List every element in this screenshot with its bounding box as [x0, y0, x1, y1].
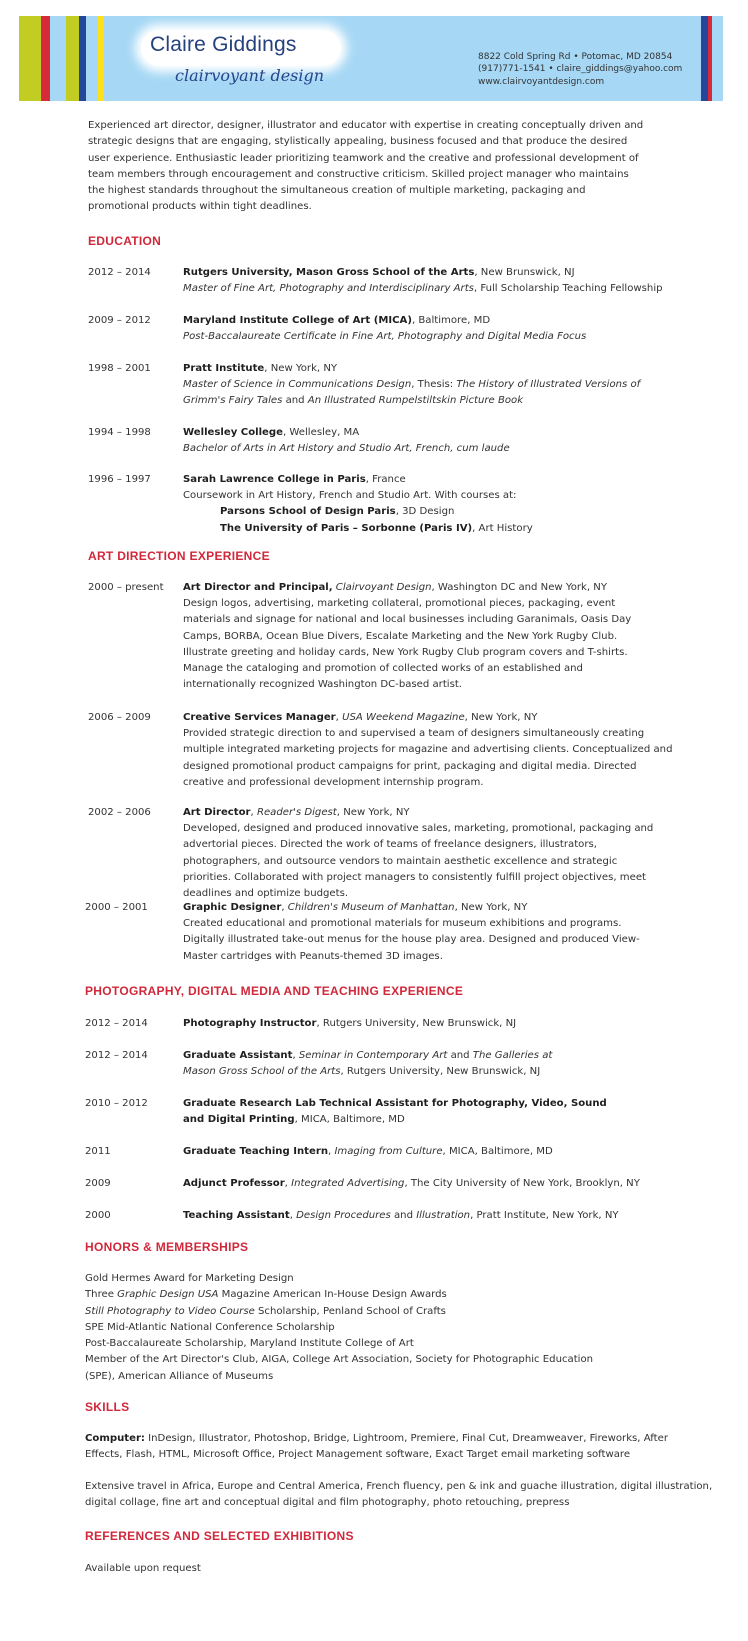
stripe-navy-2	[701, 16, 708, 101]
section-heading-honors: HONORS & MEMBERSHIPS	[85, 1240, 249, 1254]
school-location: , New York, NY	[264, 363, 338, 374]
honors-list	[85, 1271, 705, 1385]
honor-text: Magazine American In-House Design Awards	[218, 1289, 447, 1301]
employer: USA Weekend Magazine	[342, 712, 465, 723]
school-name: Maryland Institute College of Art (MICA)	[183, 315, 412, 326]
sub-school-course: , Art History	[472, 522, 533, 534]
job-location: , New York, NY	[336, 807, 410, 818]
honor-text: Three	[85, 1289, 118, 1301]
conjunction: and	[447, 1050, 473, 1061]
course-name: Illustration	[416, 1210, 471, 1221]
degree: Bachelor of Arts in Art History and Studio Art, French, cum laude	[183, 443, 510, 455]
computer-skills	[85, 1431, 700, 1464]
section-heading-teaching: PHOTOGRAPHY, DIGITAL MEDIA AND TEACHING EXPERIENCE	[85, 984, 464, 998]
date-range: 1996 – 1997	[88, 474, 151, 485]
degree: Master of Science in Communications Design	[183, 379, 412, 391]
job-location: , New York, NY	[464, 712, 538, 723]
separator: ,	[292, 1050, 299, 1061]
conjunction: and	[282, 395, 308, 407]
contact-website[interactable]: www.clairvoyantdesign.com	[478, 76, 605, 87]
stripe-red-2	[708, 16, 712, 101]
date-range: 2000	[85, 1210, 111, 1221]
job-title: Art Director	[183, 807, 251, 818]
job-title: Art Director and Principal,	[183, 582, 333, 593]
sub-school-name: The University of Paris – Sorbonne (Paris IV)	[220, 522, 473, 534]
institution: , MICA, Baltimore, MD	[442, 1146, 553, 1157]
separator: ,	[289, 1210, 297, 1221]
section-heading-skills: SKILLS	[85, 1400, 130, 1414]
stripe-navy-1	[79, 16, 86, 101]
degree: Post-Baccalaureate Certificate in Fine Art, Photography and Digital Media Focus	[183, 331, 587, 343]
school-name: Wellesley College	[183, 427, 283, 438]
course-name: Imaging from Culture	[334, 1146, 443, 1157]
separator: ,	[328, 1146, 335, 1157]
stripe-lime-1	[19, 16, 41, 101]
honor-item	[85, 1304, 705, 1320]
contact-address: 8822 Cold Spring Rd • Potomac, MD 20854	[478, 52, 673, 62]
school-location: , France	[365, 474, 406, 485]
date-range: 2012 – 2014	[85, 1050, 148, 1061]
institution: , Rutgers University, New Brunswick, NJ	[340, 1066, 541, 1078]
summary-paragraph: Experienced art director, designer, illustrator and educator with expertise in creating conceptually driven and strategic designs that are engaging, stylistically appealing, business focused and that produce the desired user experience. Enthusiastic leader prioritizing teamwork and the creative and professional development of team members through encouragement and constructive criticism. Skilled project manager who maintains the highest standards throughout the simultaneous creation of multiple marketing, packaging and promotional products within tight deadlines.	[88, 120, 644, 213]
publication-title: Graphic Design USA	[117, 1289, 219, 1301]
honor-text: Scholarship, Penland School of Crafts	[254, 1305, 446, 1317]
institution: , MICA, Baltimore, MD	[294, 1114, 405, 1126]
date-range: 1994 – 1998	[88, 427, 151, 438]
job-description: Created educational and promotional materials for museum exhibitions and programs. Digitally illustrated take-out menus for the house play area. Designed and produced View-Master cartridges with Peanuts-themed 3D images.	[183, 918, 640, 962]
job-location: , Washington DC and New York, NY	[431, 582, 608, 593]
honor-item: Member of the Art Director's Club, AIGA, College Art Association, Society for Photographic Education (SPE), American Alliance of Museums	[85, 1354, 594, 1382]
stripe-red-1	[41, 16, 50, 101]
header-banner	[19, 16, 723, 101]
course-name: Seminar in Contemporary Art	[298, 1050, 448, 1061]
date-range: 2006 – 2009	[88, 712, 151, 723]
position-title: Graduate Assistant	[183, 1050, 293, 1061]
brand-tagline: clairvoyant design	[175, 66, 325, 85]
course-name: The Galleries at Mason Gross School of the Arts	[183, 1050, 553, 1078]
school-name: Pratt Institute	[183, 363, 265, 374]
honor-item: Post-Baccalaureate Scholarship, Maryland Institute College of Art	[85, 1338, 414, 1350]
job-title: Graphic Designer	[183, 902, 282, 913]
computer-skills-list: InDesign, Illustrator, Photoshop, Bridge, Lightroom, Premiere, Final Cut, Dreamweaver, Fireworks, After Effects, Flash, HTML, Microsoft Office, Project Management software, Exact Target email marketing software	[85, 1433, 668, 1461]
date-range: 2000 – present	[88, 582, 164, 593]
thesis-label: , Thesis:	[411, 379, 457, 391]
coursework-note: Coursework in Art History, French and Studio Art. With courses at:	[183, 490, 517, 502]
date-range: 2010 – 2012	[85, 1098, 148, 1109]
position-title: Photography Instructor	[183, 1018, 317, 1029]
job-title: Creative Services Manager	[183, 712, 336, 723]
employer: Clairvoyant Design	[335, 582, 432, 593]
honor-item	[85, 1287, 705, 1303]
thesis-title-1: The History of Illustrated Versions of Grimm's Fairy Tales	[183, 379, 641, 407]
conjunction: and	[390, 1210, 417, 1221]
position-title: Graduate Research Lab Technical Assistant for Photography, Video, Sound and Digital Printing	[183, 1098, 607, 1126]
position-title: Graduate Teaching Intern	[183, 1146, 329, 1157]
date-range: 2002 – 2006	[88, 807, 151, 818]
job-description: Developed, designed and produced innovative sales, marketing, promotional, packaging and advertorial pieces. Directed the work of teams of freelance designers, illustrators, photographers, and outsource vendors to maintain aesthetic excellence and strategic priorities. Collaborated with project managers to consistently fulfill project objectives, meet deadlines and optimize budgets.	[183, 823, 654, 900]
course-name: Integrated Advertising	[291, 1178, 405, 1189]
section-heading-education: EDUCATION	[88, 234, 162, 248]
institution: , Rutgers University, New Brunswick, NJ	[316, 1018, 517, 1029]
job-description: Provided strategic direction to and supervised a team of designers simultaneously creating multiple integrated marketing projects for magazine and advertising clients. Conceptualized and designed promotional product campaigns for print, packaging and digital media. Directed creative and professional development internship program.	[183, 728, 673, 788]
institution: , The City University of New York, Brooklyn, NY	[404, 1178, 640, 1189]
job-description: Design logos, advertising, marketing collateral, promotional pieces, packaging, event materials and signage for national and local businesses including Garanimals, Oasis Day Camps, BORBA, Ocean Blue Divers, Escalate Marketing and the New York Rugby Club. Illustrate greeting and holiday cards, New York Rugby Club program covers and T-shirts. Manage the cataloging and promotion of collected works of an established and internationally recognized Washington DC-based artist.	[183, 598, 632, 691]
references-text: Available upon request	[85, 1563, 201, 1574]
school-name: Sarah Lawrence College in Paris	[183, 474, 366, 485]
degree-note: , Full Scholarship Teaching Fellowship	[473, 283, 663, 295]
course-title: Still Photography to Video Course	[85, 1305, 255, 1317]
position-title: Teaching Assistant	[183, 1210, 290, 1221]
date-range: 2012 – 2014	[88, 267, 151, 278]
school-location: , Wellesley, MA	[282, 427, 360, 438]
separator: ,	[284, 1178, 292, 1189]
date-range: 2009	[85, 1178, 111, 1189]
honor-item: SPE Mid-Atlantic National Conference Scholarship	[85, 1321, 335, 1333]
contact-phone-email[interactable]: (917)771-1541 • claire_giddings@yahoo.com	[478, 64, 683, 75]
stripe-lime-2	[66, 16, 79, 101]
section-heading-art-direction: ART DIRECTION EXPERIENCE	[88, 549, 270, 563]
resume-name: Claire Giddings	[150, 33, 297, 56]
school-location: , New Brunswick, NJ	[474, 267, 575, 278]
school-location: , Baltimore, MD	[411, 315, 491, 326]
section-heading-references: REFERENCES AND SELECTED EXHIBITIONS	[85, 1529, 354, 1543]
date-range: 2009 – 2012	[88, 315, 151, 326]
honor-item: Gold Hermes Award for Marketing Design	[85, 1273, 294, 1284]
employer: Reader's Digest	[256, 807, 337, 818]
course-name: Design Procedures	[296, 1210, 391, 1221]
stripe-yellow	[98, 16, 104, 101]
date-range: 2011	[85, 1146, 111, 1157]
thesis-title-2: An Illustrated Rumpelstiltskin Picture Book	[307, 395, 524, 407]
employer: Children's Museum of Manhattan	[287, 902, 455, 913]
sub-school-name: Parsons School of Design Paris	[220, 506, 396, 518]
date-range: 2012 – 2014	[85, 1018, 148, 1029]
degree: Master of Fine Art, Photography and Interdisciplinary Arts	[183, 283, 474, 295]
job-location: , New York, NY	[454, 902, 528, 913]
skills-label: Computer:	[85, 1433, 145, 1444]
other-skills: Extensive travel in Africa, Europe and Central America, French fluency, pen & ink and guache illustration, digital illustration, digital collage, fine art and conceptual digital and film photography, photo retouching, prepress	[85, 1481, 713, 1509]
date-range: 1998 – 2001	[88, 363, 151, 374]
sub-school-course: , 3D Design	[395, 506, 455, 518]
institution: , Pratt Institute, New York, NY	[470, 1210, 619, 1221]
contact-block	[478, 51, 682, 88]
date-range: 2000 – 2001	[85, 902, 148, 913]
position-title: Adjunct Professor	[183, 1178, 285, 1189]
school-name: Rutgers University, Mason Gross School of the Arts	[183, 267, 475, 278]
